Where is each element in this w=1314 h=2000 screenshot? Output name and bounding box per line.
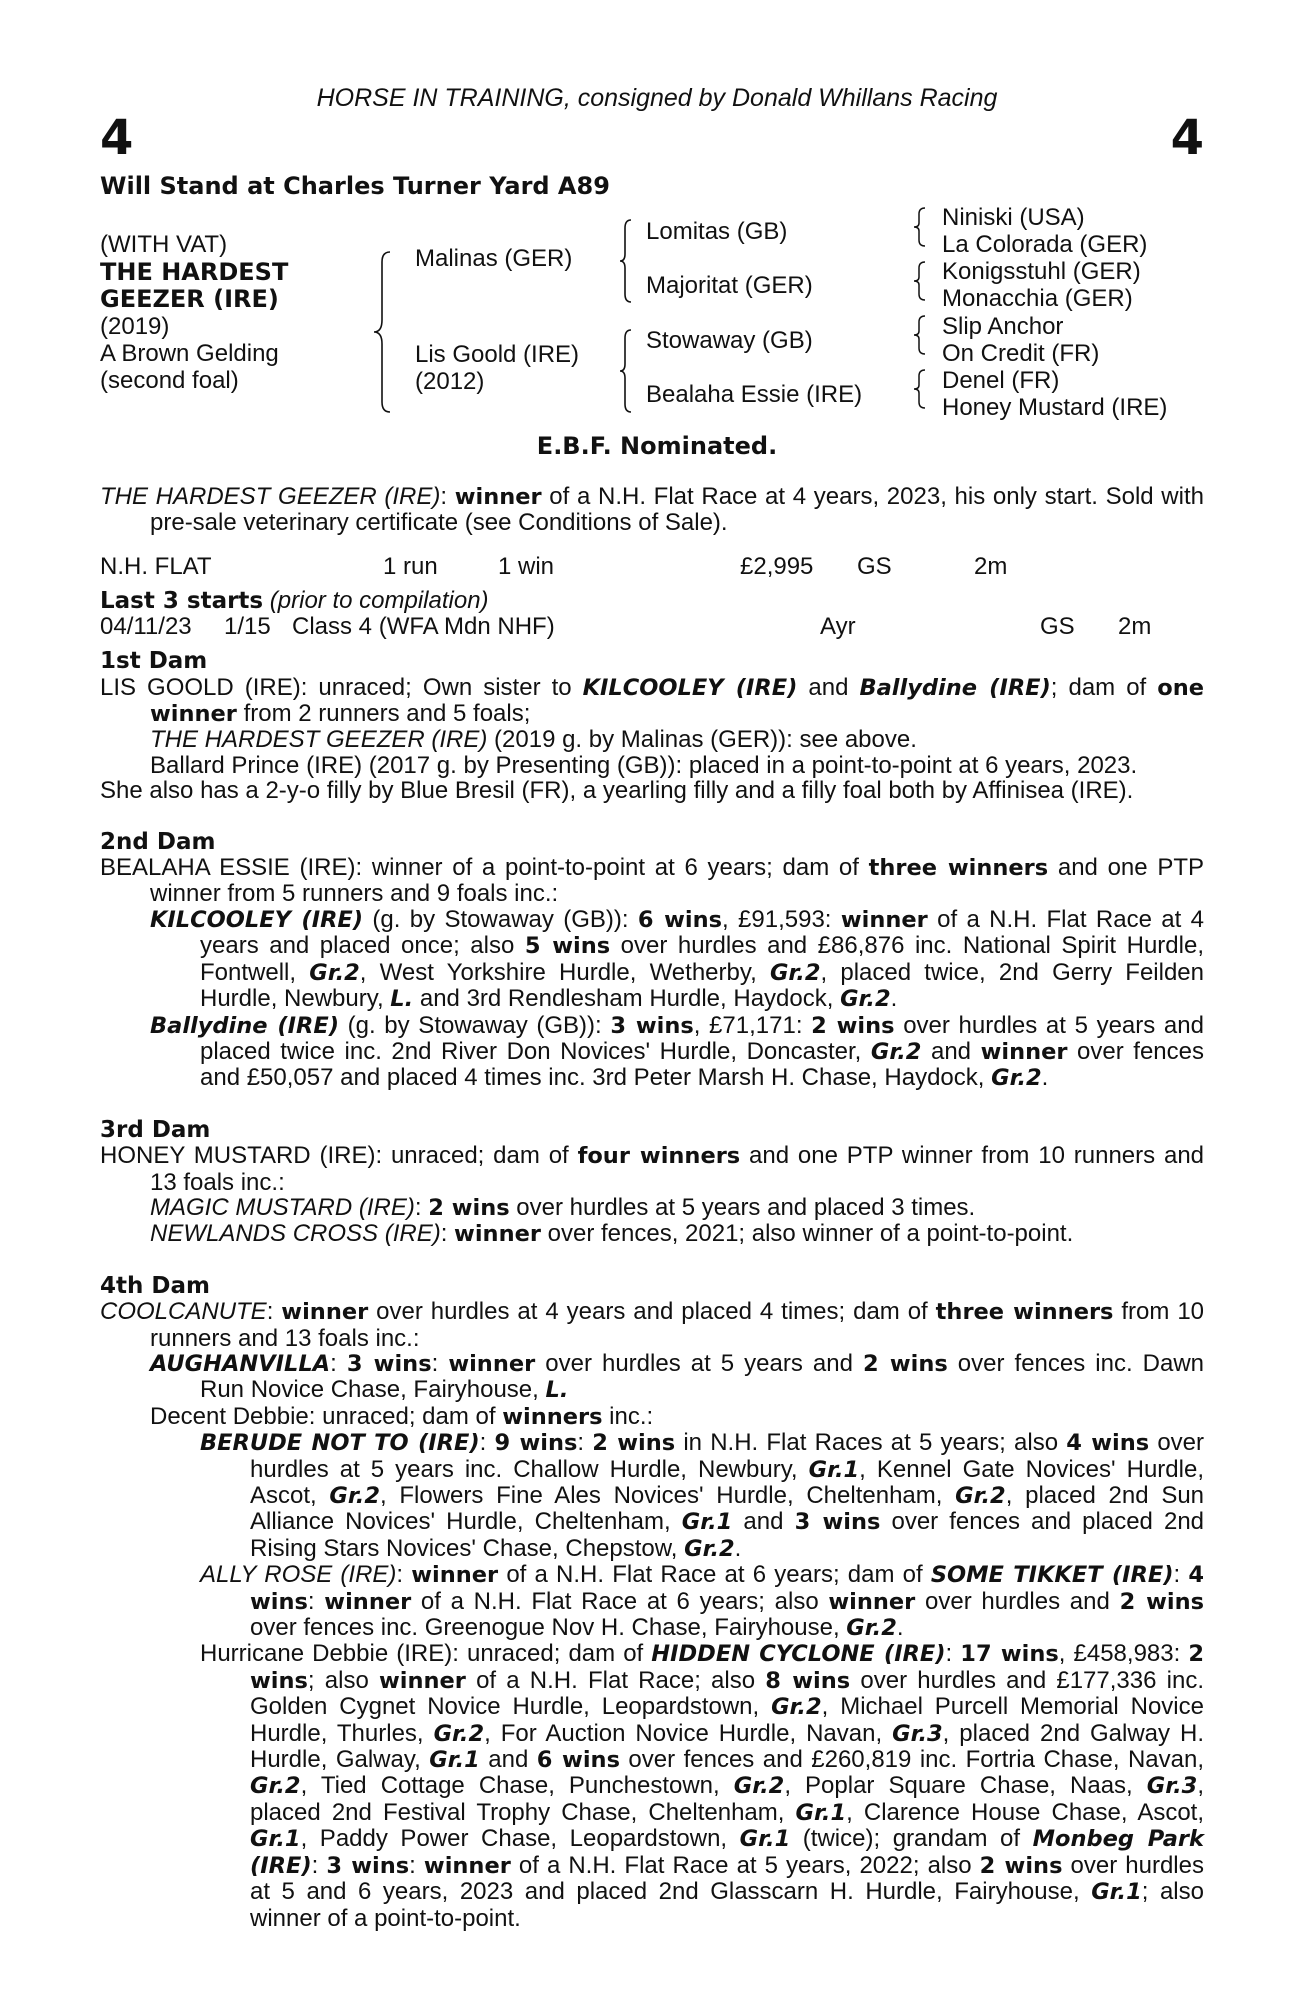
sire-name: Malinas (GER) bbox=[415, 245, 573, 272]
g4-3: Konigsstuhl (GER) bbox=[942, 258, 1141, 285]
produce-hurricane-debbie: Hurricane Debbie (IRE): unraced; dam of HIDDEN CYCLONE (IRE): 17 wins, £458,983: 2 wins; also winner of a N.H. Flat Race; also 8 wins over hurdles and £177,336 inc. Golden Cygnet Novice Hurdle, Leopardstown, Gr.2, Michael Purcell Memorial Novice Hurdle, Thurles, Gr.2, For Auction Novice Hurdle, Navan, Gr.3, placed 2nd Galway H. Hurdle, Galway, Gr.1 and 6 wins over fences and £260,819 inc. Fortria Chase, Navan, Gr.2, Tied Cottage Chase, Punchestown, Gr.2, Poplar Square Chase, Naas, Gr.3, placed 2nd Festival Trophy Chase, Cheltenham, Gr.1, Clarence House Chase, Ascot, Gr.1, Paddy Power Chase, Leopardstown, Gr.1 (twice); grandam of Monbeg Park (IRE): 3 wins: winner of a N.H. Flat Race at 5 years, 2022; also 2 wins over hurdles at 5 and 6 years, 2023 and placed 2nd Glasscarn H. Hurdle, Fairyhouse, Gr.1; also winner of a point-to-point. bbox=[200, 1640, 1205, 1932]
produce-newlands-cross: NEWLANDS CROSS (IRE): winner over fences, 2021; also winner of a point-to-point. bbox=[150, 1220, 1074, 1248]
produce-magic-mustard: MAGIC MUSTARD (IRE): 2 wins over hurdles at 5 years and placed 3 times. bbox=[150, 1193, 976, 1221]
bracket-g4-4 bbox=[912, 368, 928, 410]
last-starts-heading: Last 3 starts (prior to compilation) bbox=[100, 586, 489, 614]
g4-8: Honey Mustard (IRE) bbox=[942, 394, 1168, 421]
third-dam-section: 3rd Dam HONEY MUSTARD (IRE): unraced; dam of four winners and one PTP winner from 10 runners and 13 foals inc.: MAGIC MUSTARD (IRE): 2 wins over hurdles at 5 years and placed 3 times. NEWLANDS CROSS (IRE): winner over fences, 2021; also winner of a point-to-point. bbox=[100, 1116, 1205, 1248]
sire-sire: Lomitas (GB) bbox=[646, 218, 788, 245]
race-record-row: N.H. FLAT 1 run 1 win £2,995 GS 2m bbox=[100, 552, 1008, 580]
g4-5: Slip Anchor bbox=[942, 313, 1064, 340]
dam-name: Lis Goold (IRE) bbox=[415, 341, 580, 368]
pedigree-bracket-sire bbox=[618, 218, 634, 304]
second-dam-heading: 2nd Dam bbox=[100, 828, 216, 855]
bracket-g4-1 bbox=[912, 206, 928, 248]
foal-note: (second foal) bbox=[100, 367, 239, 394]
produce-aughanvilla: AUGHANVILLA: 3 wins: winner over hurdles at 5 years and 2 wins over fences inc. Dawn Run Novice Chase, Fairyhouse, L. bbox=[150, 1349, 1205, 1404]
lot-number-left: 4 bbox=[100, 110, 134, 166]
fourth-dam-heading: 4th Dam bbox=[100, 1272, 210, 1299]
catalogue-header: HORSE IN TRAINING, consigned by Donald Whillans Racing bbox=[316, 84, 998, 112]
catalogue-body bbox=[100, 484, 1204, 1931]
horse-name-line1: THE HARDEST bbox=[100, 258, 289, 286]
lot-number-right: 4 bbox=[1170, 110, 1204, 166]
g4-7: Denel (FR) bbox=[942, 367, 1060, 394]
stand-location: Will Stand at Charles Turner Yard A89 bbox=[100, 172, 610, 200]
horse-summary: THE HARDEST GEEZER (IRE): winner of a N.H. Flat Race at 4 years, 2023, his only start. Sold with pre-sale veterinary certificate (see Conditions of Sale). bbox=[100, 483, 1204, 537]
vat-note: (WITH VAT) bbox=[100, 231, 228, 258]
last-start-row: 04/11/23 1/15 Class 4 (WFA Mdn NHF) Ayr GS 2m bbox=[100, 613, 1152, 641]
horse-year: (2019) bbox=[100, 313, 170, 340]
second-dam-section: 2nd Dam BEALAHA ESSIE (IRE): winner of a point-to-point at 6 years; dam of three winners and one PTP winner from 5 runners and 9 foals inc.: KILCOOLEY (IRE) (g. by Stowaway (GB)): 6 wins, £91,593: winner of a N.H. Flat Race at 4 years and placed once; also 5 wins over hurdles and £86,876 inc. National Spirit Hurdle, Fontwell, Gr.2, West Yorkshire Hurdle, Wetherby, Gr.2, placed twice, 2nd Gerry Feilden Hurdle, Newbury, L. and 3rd Rendlesham Hurdle, Haydock, Gr.2. Ballydine (IRE) (g. by Stowaway (GB)): 3 wins, £71,171: 2 wins over hurdles at 5 years and placed twice inc. 2nd River Don Novices' Hurdle, Doncaster, Gr.2 and winner over fences and £50,057 and placed 4 times inc. 3rd Peter Marsh H. Chase, Haydock, Gr.2. bbox=[100, 828, 1205, 1092]
sire-dam: Majoritat (GER) bbox=[646, 272, 813, 299]
g4-2: La Colorada (GER) bbox=[942, 231, 1148, 258]
dam-dam: Bealaha Essie (IRE) bbox=[646, 381, 863, 408]
horse-name-line2: GEEZER (IRE) bbox=[100, 285, 279, 313]
pedigree-bracket-gen1 bbox=[372, 250, 394, 414]
dam-sire: Stowaway (GB) bbox=[646, 327, 813, 354]
g4-6: On Credit (FR) bbox=[942, 340, 1100, 367]
first-dam-heading: 1st Dam bbox=[100, 648, 208, 675]
dam-year: (2012) bbox=[415, 368, 485, 395]
bracket-g4-2 bbox=[912, 260, 928, 302]
produce-berude-not-to: BERUDE NOT TO (IRE): 9 wins: 2 wins in N.H. Flat Races at 5 years; also 4 wins over hurdles at 5 years inc. Challow Hurdle, Newbury, Gr.1, Kennel Gate Novices' Hurdle, Ascot, Gr.2, Flowers Fine Ales Novices' Hurdle, Cheltenham, Gr.2, placed 2nd Sun Alliance Novices' Hurdle, Cheltenham, Gr.1 and 3 wins over fences and placed 2nd Rising Stars Novices' Chase, Chepstow, Gr.2. bbox=[200, 1429, 1205, 1562]
bracket-g4-3 bbox=[912, 314, 928, 356]
horse-description: A Brown Gelding bbox=[100, 340, 279, 367]
g4-1: Niniski (USA) bbox=[942, 204, 1085, 231]
fourth-dam-section: 4th Dam COOLCANUTE: winner over hurdles at 4 years and placed 4 times; dam of three winners from 10 runners and 13 foals inc.: AUGHANVILLA: 3 wins: winner over hurdles at 5 years and 2 wins over fences inc. Dawn Run Novice Chase, Fairyhouse, L. Decent Debbie: unraced; dam of winners inc.: BERUDE NOT TO (IRE): 9 wins: 2 wins in N.H. Flat Races at 5 years; also 4 wins over hurdles at 5 years inc. Challow Hurdle, Newbury, Gr.1, Kennel Gate Novices' Hurdle, Ascot, Gr.2, Flowers Fine Ales Novices' Hurdle, Cheltenham, Gr.2, placed 2nd Sun Alliance Novices' Hurdle, Cheltenham, Gr.1 and 3 wins over fences and placed 2nd Rising Stars Novices' Chase, Chepstow, Gr.2. ALLY ROSE (IRE): winner of a N.H. Flat Race at 6 years; dam of SOME TIKKET (IRE): 4 wins: winner of a N.H. Flat Race at 6 years; also winner over hurdles and 2 wins over fences inc. Greenogue Nov H. Chase, Fairyhouse, Gr.2. Hurricane Debbie (IRE): unraced; dam of HIDDEN CYCLONE (IRE): 17 wins, £458,983: 2 wins; also winner of a N.H. Flat Race; also 8 wins over hurdles and £177,336 inc. Golden Cygnet Novice Hurdle, Leopardstown, Gr.2, Michael Purcell Memorial Novice Hurdle, Thurles, Gr.2, For Auction Novice Hurdle, Navan, Gr.3, placed 2nd Galway H. Hurdle, Galway, Gr.1 and 6 wins over fences and £260,819 inc. Fortria Chase, Navan, Gr.2, Tied Cottage Chase, Punchestown, Gr.2, Poplar Square Chase, Naas, Gr.3, placed 2nd Festival Trophy Chase, Cheltenham, Gr.1, Clarence House Chase, Ascot, Gr.1, Paddy Power Chase, Leopardstown, Gr.1 (twice); grandam of Monbeg Park (IRE): 3 wins: winner of a N.H. Flat Race at 5 years, 2022; also 2 wins over hurdles at 5 and 6 years, 2023 and placed 2nd Glasscarn H. Hurdle, Fairyhouse, Gr.1; also winner of a point-to-point. bbox=[100, 1272, 1205, 1932]
third-dam-heading: 3rd Dam bbox=[100, 1116, 211, 1143]
produce-ally-rose: ALLY ROSE (IRE): winner of a N.H. Flat Race at 6 years; dam of SOME TIKKET (IRE): 4 wins: winner of a N.H. Flat Race at 6 years; also winner over hurdles and 2 wins over fences inc. Greenogue Nov H. Chase, Fairyhouse, Gr.2. bbox=[200, 1561, 1205, 1642]
first-dam-section: 1st Dam LIS GOOLD (IRE): unraced; Own sister to KILCOOLEY (IRE) and Ballydine (IRE); dam of one winner from 2 runners and 5 foals; THE HARDEST GEEZER (IRE) (2019 g. by Malinas (GER)): see above. Ballard Prince (IRE) (2017 g. by Presenting (GB)): placed in a point-to-point at 6 years, 2023. She also has a 2-y-o filly by Blue Bresil (FR), a yearling filly and a filly foal both by Affinisea (IRE). bbox=[100, 648, 1204, 805]
produce-kilcooley: KILCOOLEY (IRE) (g. by Stowaway (GB)): 6 wins, £91,593: winner of a N.H. Flat Race at 4 years and placed once; also 5 wins over hurdles and £86,876 inc. National Spirit Hurdle, Fontwell, Gr.2, West Yorkshire Hurdle, Wetherby, Gr.2, placed twice, 2nd Gerry Feilden Hurdle, Newbury, L. and 3rd Rendlesham Hurdle, Haydock, Gr.2. bbox=[150, 905, 1205, 1013]
produce-decent-debbie: Decent Debbie: unraced; dam of winners inc.: bbox=[150, 1402, 654, 1430]
ebf-nominated: E.B.F. Nominated. bbox=[536, 432, 778, 460]
g4-4: Monacchia (GER) bbox=[942, 285, 1133, 312]
pedigree-bracket-dam bbox=[618, 328, 634, 414]
produce-ballydine: Ballydine (IRE) (g. by Stowaway (GB)): 3 wins, £71,171: 2 wins over hurdles at 5 years and placed twice inc. 2nd River Don Novices' Hurdle, Doncaster, Gr.2 and winner over fences and £50,057 and placed 4 times inc. 3rd Peter Marsh H. Chase, Haydock, Gr.2. bbox=[150, 1011, 1204, 1092]
